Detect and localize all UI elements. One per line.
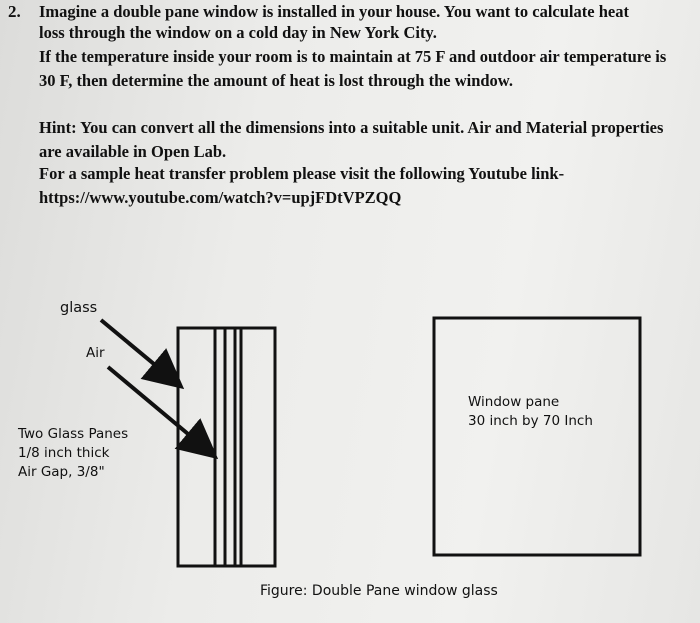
panes-label-line-2: 1/8 inch thick: [18, 445, 110, 461]
question-line-1: Imagine a double pane window is installed in your house. You want to calculate heat: [39, 2, 629, 21]
pane-cross-section: [178, 328, 275, 566]
glass-arrow: [101, 320, 178, 384]
panes-label-line-1: Two Glass Panes: [18, 426, 129, 442]
glass-label: glass: [60, 300, 98, 316]
window-label-line-2: 30 inch by 70 Inch: [468, 413, 593, 429]
figure-caption: Figure: Double Pane window glass: [260, 583, 498, 599]
question-line-2: loss through the window on a cold day in New York City.: [39, 23, 437, 42]
question-line-4: 30 F, then determine the amount of heat is lost through the window.: [39, 71, 513, 90]
air-label: Air: [86, 345, 105, 361]
window-pane-rect: [434, 318, 640, 555]
question-number: 2.: [8, 2, 21, 21]
panes-label-line-3: Air Gap, 3/8": [18, 464, 105, 480]
question-line-3: If the temperature inside your room is to maintain at 75 F and outdoor air temperature is: [39, 47, 667, 66]
hint-line-3: For a sample heat transfer problem please visit the following Youtube link-: [39, 164, 565, 183]
youtube-link[interactable]: https://www.youtube.com/watch?v=upjFDtVPZQQ: [39, 188, 402, 207]
hint-line-1: Hint: You can convert all the dimensions into a suitable unit. Air and Material properties: [39, 118, 664, 137]
window-label-line-1: Window pane: [468, 394, 560, 410]
hint-line-2: are available in Open Lab.: [39, 142, 227, 161]
